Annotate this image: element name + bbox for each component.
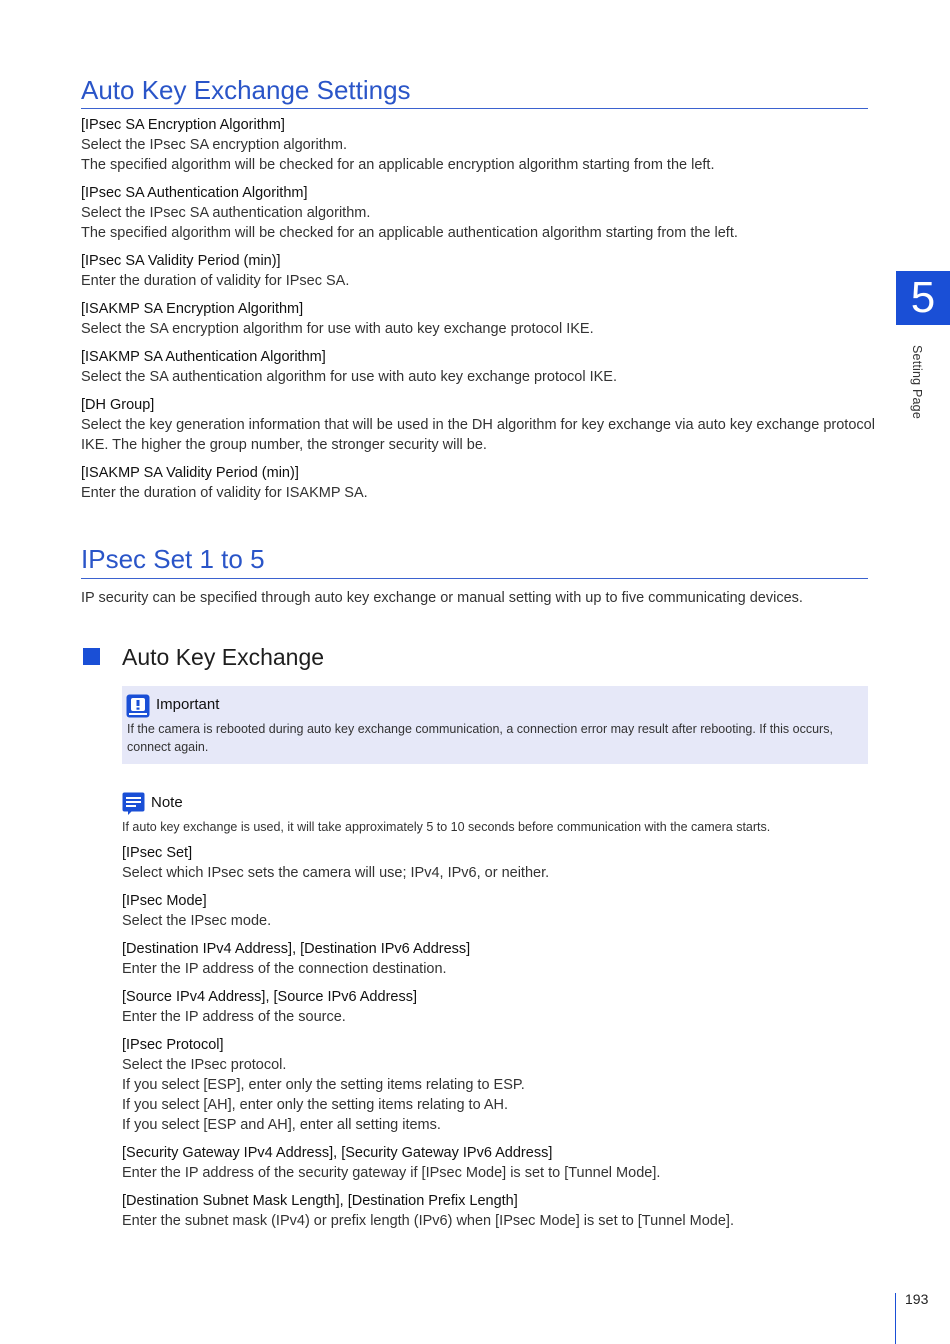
term-isakmp-sa-encryption: [ISAKMP SA Encryption Algorithm] bbox=[81, 301, 304, 317]
term-ipsec-set: [IPsec Set] bbox=[122, 845, 193, 861]
note-text: If auto key exchange is used, it will take approximately 5 to 10 seconds before communication with the camera starts. bbox=[122, 820, 771, 834]
important-icon bbox=[126, 694, 150, 718]
desc-line: Select the IPsec SA authentication algorithm. bbox=[81, 205, 371, 221]
term-ipsec-mode: [IPsec Mode] bbox=[122, 893, 207, 909]
term-isakmp-sa-authentication: [ISAKMP SA Authentication Algorithm] bbox=[81, 349, 326, 365]
section-title-ipsec-set: IPsec Set 1 to 5 bbox=[81, 544, 265, 574]
desc-line: Enter the duration of validity for IPsec SA. bbox=[81, 273, 350, 289]
desc-line: IKE. The higher the group number, the stronger security will be. bbox=[81, 437, 487, 453]
term-source-address: [Source IPv4 Address], [Source IPv6 Address] bbox=[122, 989, 417, 1005]
desc-line: Select the key generation information that will be used in the DH algorithm for key exchange via auto key exchange protocol bbox=[81, 417, 875, 433]
chapter-tab: 5 bbox=[896, 271, 950, 325]
page-number-bar bbox=[895, 1293, 896, 1344]
desc-line: The specified algorithm will be checked for an applicable encryption algorithm starting from the left. bbox=[81, 157, 715, 173]
chapter-label: Setting Page bbox=[910, 345, 924, 419]
desc-line: Select the SA authentication algorithm for use with auto key exchange protocol IKE. bbox=[81, 369, 618, 385]
desc-line: If you select [ESP and AH], enter all setting items. bbox=[122, 1117, 441, 1133]
subsection-title: Auto Key Exchange bbox=[122, 644, 325, 670]
term-dh-group: [DH Group] bbox=[81, 397, 155, 413]
term-isakmp-sa-validity: [ISAKMP SA Validity Period (min)] bbox=[81, 465, 299, 481]
desc-line: Enter the duration of validity for ISAKMP SA. bbox=[81, 485, 368, 501]
desc-line: Enter the IP address of the source. bbox=[122, 1009, 346, 1025]
desc-line: Enter the IP address of the security gateway if [IPsec Mode] is set to [Tunnel Mode]. bbox=[122, 1165, 661, 1181]
important-title: Important bbox=[156, 696, 220, 713]
important-text: If the camera is rebooted during auto key exchange communication, a connection error may result after rebooting. If this occurs, connect again. bbox=[127, 722, 833, 754]
desc-line: Select the IPsec SA encryption algorithm. bbox=[81, 137, 347, 153]
desc-line: Select the IPsec protocol. bbox=[122, 1057, 287, 1073]
term-destination-subnet: [Destination Subnet Mask Length], [Destination Prefix Length] bbox=[122, 1193, 518, 1209]
term-ipsec-sa-encryption: [IPsec SA Encryption Algorithm] bbox=[81, 117, 285, 133]
desc-line: If you select [AH], enter only the setting items relating to AH. bbox=[122, 1097, 509, 1113]
desc-line: Select which IPsec sets the camera will use; IPv4, IPv6, or neither. bbox=[122, 865, 550, 881]
term-ipsec-sa-validity: [IPsec SA Validity Period (min)] bbox=[81, 253, 281, 269]
term-security-gateway: [Security Gateway IPv4 Address], [Security Gateway IPv6 Address] bbox=[122, 1145, 553, 1161]
section-divider bbox=[81, 108, 868, 109]
term-ipsec-sa-authentication: [IPsec SA Authentication Algorithm] bbox=[81, 185, 308, 201]
section-title-auto-key-exchange-settings: Auto Key Exchange Settings bbox=[81, 75, 411, 105]
term-destination-address: [Destination IPv4 Address], [Destination IPv6 Address] bbox=[122, 941, 471, 957]
desc-line: Select the IPsec mode. bbox=[122, 913, 272, 929]
subsection-bullet bbox=[83, 648, 100, 665]
desc-line: The specified algorithm will be checked for an applicable authentication algorithm starting from the left. bbox=[81, 225, 738, 241]
note-title: Note bbox=[151, 794, 183, 811]
term-ipsec-protocol: [IPsec Protocol] bbox=[122, 1037, 224, 1053]
desc-line: Enter the IP address of the connection destination. bbox=[122, 961, 447, 977]
desc-line: Enter the subnet mask (IPv4) or prefix length (IPv6) when [IPsec Mode] is set to [Tunnel Mode]. bbox=[122, 1213, 734, 1229]
page-number: 193 bbox=[905, 1291, 929, 1307]
desc-line: If you select [ESP], enter only the setting items relating to ESP. bbox=[122, 1077, 525, 1093]
desc-line: Select the SA encryption algorithm for use with auto key exchange protocol IKE. bbox=[81, 321, 594, 337]
section-divider bbox=[81, 578, 868, 579]
section-intro: IP security can be specified through auto key exchange or manual setting with up to five communicating devices. bbox=[81, 590, 803, 606]
note-icon bbox=[122, 792, 145, 815]
